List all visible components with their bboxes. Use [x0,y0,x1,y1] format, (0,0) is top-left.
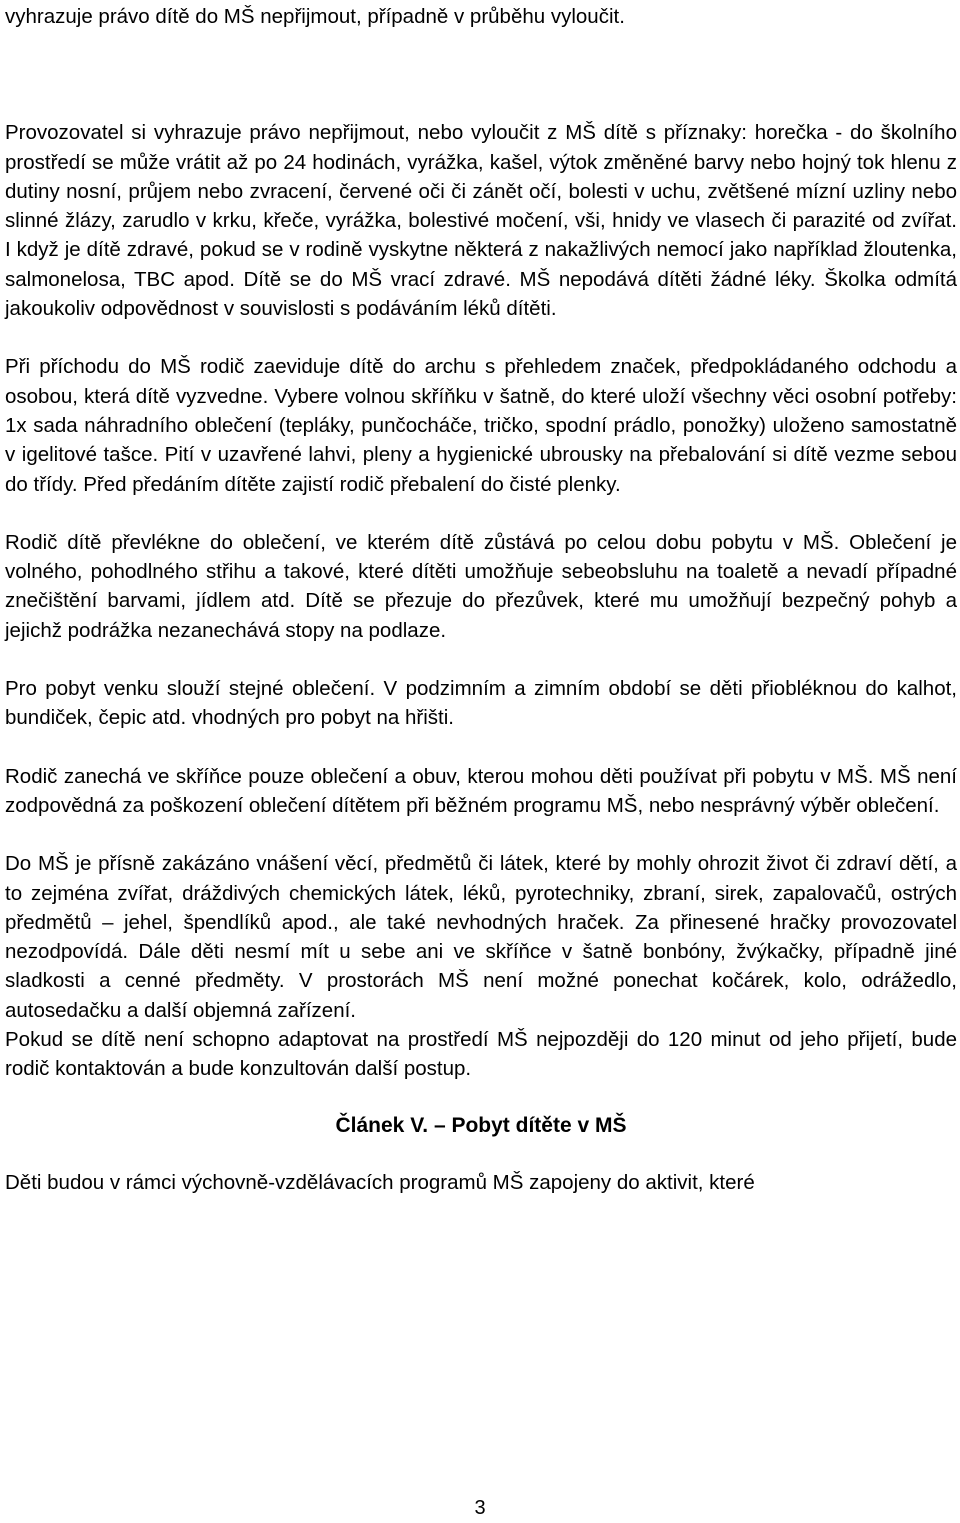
paragraph-arrival-procedure: Při příchodu do MŠ rodič zaeviduje dítě do archu s přehledem značek, předpokládaného odchodu a osobou, která dítě vyzvedne. Vybere volnou skříňku v šatně, do které uloží všechny věci osobní potřeby: 1x sada náhradního oblečení (tepláky, punčocháče, tričko, spodní prádlo, ponožky) uloženo samostatně v igelitové tašce. Pití v uzavřené lahvi, pleny a hygienické ubrousky na přebalování si dítě vezme sebou do třídy. Před předáním dítěte zajistí rodič přebalení do čisté plenky. [5,355,957,496]
document-page [5,0,957,1197]
paragraph-outdoor: Pro pobyt venku slouží stejné oblečení. V podzimním a zimním období se děti přiobléknou do kalhot, bundiček, čepic atd. vhodných pro pobyt na hřišti. [5,677,957,730]
paragraph-clothing: Rodič dítě převlékne do oblečení, ve kterém dítě zůstává po celou dobu pobytu v MŠ. Oblečení je volného, pohodlného střihu a takové, které dítěti umožňuje sebeobsluhu na toaletě a nevadí případné znečištění barvami, jídlem atd. Dítě se přezuje do přezůvek, které mu umožňují bezpečný pohyb a jejichž podrážka nezanechává stopy na podlaze. [5,530,957,642]
paragraph-prohibited-items: Do MŠ je přísně zakázáno vnášení věcí, předmětů či látek, které by mohly ohrozit život či zdraví dětí, a to zejména zvířat, dráždivých chemických látek, léků, pyrotechniky, zbraní, sirek, zapalovačů, ostrých předmětů – jehel, špendlíků apod., ale také nevhodných hraček. Za přinesené hračky provozovatel nezodpovídá. Dále děti nesmí mít u sebe ani ve skříňce v šatně bonbóny, žvýkačky, případně jiné sladkosti a cenné předměty. V prostorách MŠ není možné ponechat kočárek, kolo, odrážedlo, autosedačku a další objemná zařízení. [5,852,957,1022]
section-heading: Článek V. – Pobyt dítěte v MŠ [335,1113,627,1137]
paragraph-locker: Rodič zanechá ve skříňce pouze oblečení a obuv, kterou mohou děti používat při pobytu v MŠ. MŠ není zodpovědná za poškození oblečení dítětem při běžném programu MŠ, nebo nesprávný výběr oblečení. [5,764,957,817]
paragraph-adaptation: Pokud se dítě není schopno adaptovat na prostředí MŠ nejpozději do 120 minut od jeho přijetí, bude rodič kontaktován a bude konzultován další postup. [5,1028,957,1081]
paragraph-exclusion-symptoms: Provozovatel si vyhrazuje právo nepřijmout, nebo vyloučit z MŠ dítě s příznaky: horečka - do školního prostředí se může vrátit až po 24 hodinách, vyrážka, kašel, výtok změněné barvy nebo hojný tok hlenu z dutiny nosní, průjem nebo zvracení, červené oči či zánět očí, bolesti v uchu, zvětšené mízní uzliny nebo slinné žlázy, zarudlo v krku, křeče, vyrážka, bolestivé močení, vši, hnidy ve vlasech či parazité od zvířat. I když je dítě zdravé, pokud se v rodině vyskytne některá z nakažlivých nemocí jako například žloutenka, salmonelosa, TBC apod. Dítě se do MŠ vrací zdravé. MŠ nepodává dítěti žádné léky. Školka odmítá jakoukoliv odpovědnost v souvislosti s podáváním léků dítěti. [5,121,957,321]
page-number: 3 [474,1497,486,1519]
paragraph-intro-continuation: vyhrazuje právo dítě do MŠ nepřijmout, případně v průběhu vyloučit. [5,5,625,28]
paragraph-section-start: Děti budou v rámci výchovně-vzdělávacích programů MŠ zapojeny do aktivit, které [5,1170,755,1194]
